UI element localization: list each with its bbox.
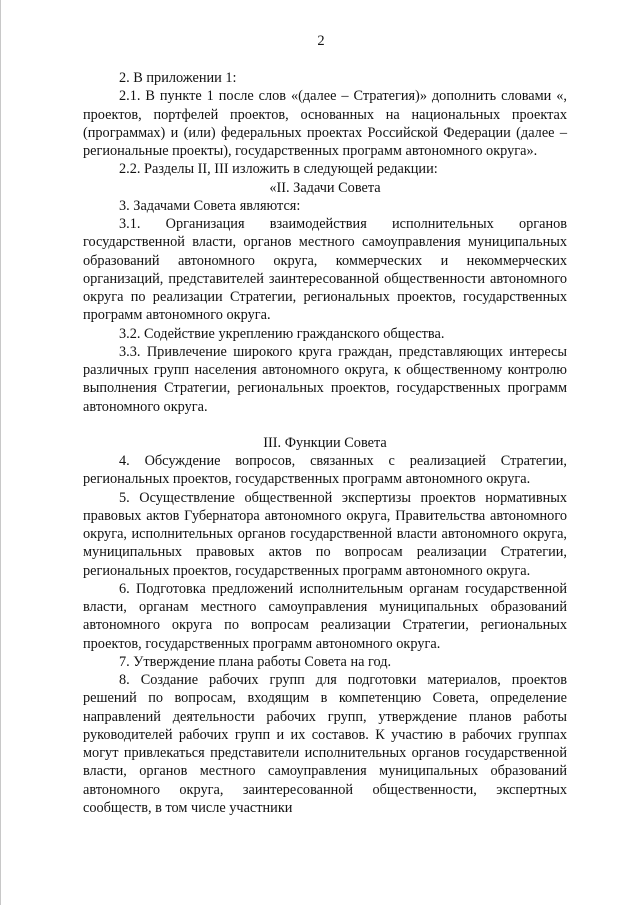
paragraph-item-3-3: 3.3. Привлечение широкого круга граждан, представляющих интересы различных групп населения автономного округа, к общественному контролю выполнения Стратегии, региональных проектов, государственных программ автономного округа.: [83, 343, 567, 415]
section-heading-tasks: «II. Задачи Совета: [269, 179, 381, 196]
paragraph-item-4: 4. Обсуждение вопросов, связанных с реализацией Стратегии, региональных проектов, государственных программ автономного округа.: [83, 453, 567, 488]
section-spacer: [83, 416, 567, 434]
paragraph-item-3: 3. Задачами Совета являются:: [119, 197, 301, 214]
paragraph-item-6: 6. Подготовка предложений исполнительным органам государственной власти, органам местного самоуправления муниципальных образований автономного округа по вопросам реализации Стратегии, региональных проектов, государственных программ автономного округа.: [83, 580, 567, 652]
paragraph-item-2: 2. В приложении 1:: [119, 70, 237, 86]
paragraph-item-2-2: 2.2. Разделы II, III изложить в следующей редакции:: [119, 161, 438, 178]
paragraph-item-8: 8. Создание рабочих групп для подготовки материалов, проектов решений по вопросам, входящим в компетенцию Совета, определение направлений деятельности рабочих групп, утверждение планов работы руководителей рабочих групп и их составов. К участию в рабочих группах могут привлекаться представители исполнительных органов государственной власти, органов местного самоуправления муниципальных образований автономного округа, заинтересованной общественности, экспертных сообществ, в том числе участники: [83, 672, 567, 816]
document-body: [83, 69, 567, 817]
paragraph-item-3-1: 3.1. Организация взаимодействия исполнительных органов государственной власти, органов местного самоуправления муниципальных образований автономного округа, коммерческих и некоммерческих организаций, представителей заинтересованной общественности автономного округа по реализации Стратегии, региональных проектов, государственных программ автономного округа.: [83, 216, 567, 324]
paragraph-item-5: 5. Осуществление общественной экспертизы проектов нормативных правовых актов Губернатора автономного округа, Правительства автономного округа, исполнительных органов государственной власти автономного округа, муниципальных правовых актов по вопросам реализации Стратегии, региональных проектов, государственных программ автономного округа.: [83, 489, 567, 579]
paragraph-item-2-1: 2.1. В пункте 1 после слов «(далее – Стратегия)» дополнить словами «, проектов, портфелей проектов, основанных на национальных проектах (программах) и (или) федеральных проектах Российской Федерации (далее – региональные проекты), государственных программ автономного округа».: [83, 88, 567, 159]
paragraph-item-3-2: 3.2. Содействие укреплению гражданского общества.: [119, 325, 445, 342]
section-heading-functions: III. Функции Совета: [263, 434, 387, 451]
page-number: 2: [317, 33, 325, 49]
paragraph-item-7: 7. Утверждение плана работы Совета на год.: [119, 653, 392, 670]
